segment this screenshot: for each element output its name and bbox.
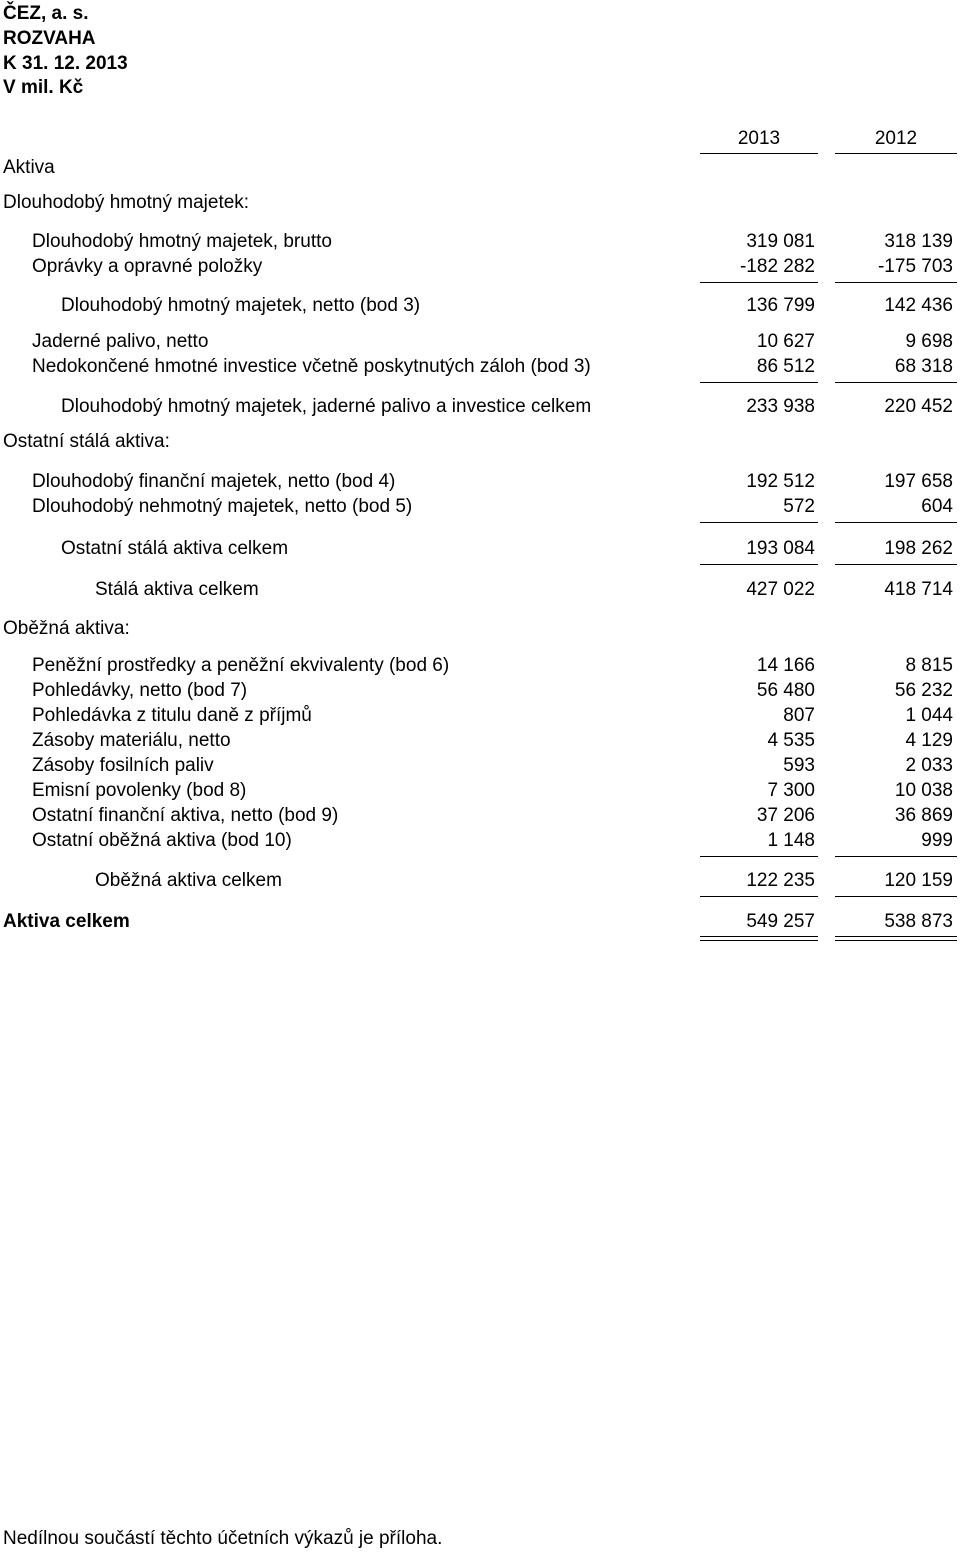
row-label: Dlouhodobý finanční majetek, netto (bod 4) <box>32 471 396 492</box>
subtotal-line <box>835 282 957 283</box>
row-value-2012: 142 436 <box>884 295 953 316</box>
row-value-2012: 120 159 <box>884 870 953 891</box>
row-label: Zásoby materiálu, netto <box>32 730 231 751</box>
row-value-2013: 233 938 <box>746 396 815 417</box>
row-value-2012: 56 232 <box>894 680 953 701</box>
row-value-2012: 418 714 <box>884 579 953 600</box>
row-value-2012: 36 869 <box>894 805 953 826</box>
row-value-2013: 7 300 <box>767 780 815 801</box>
row-value-2013: 193 084 <box>746 538 815 559</box>
row-value-2013: 192 512 <box>746 471 815 492</box>
section-obezna-aktiva: Oběžná aktiva: <box>3 618 130 639</box>
subtotal-line <box>700 896 818 897</box>
company-name: ČEZ, a. s. <box>3 3 89 24</box>
total-double-line <box>700 940 818 941</box>
statement-title: ROZVAHA <box>3 28 96 49</box>
total-double-line <box>700 936 818 937</box>
row-label: Jaderné palivo, netto <box>32 331 209 352</box>
row-label: Oběžná aktiva celkem <box>95 870 282 891</box>
section-dlouhodoby-hmotny: Dlouhodobý hmotný majetek: <box>3 192 250 213</box>
row-value-2012: 8 815 <box>905 655 953 676</box>
subtotal-line <box>835 856 957 857</box>
row-label: Nedokončené hmotné investice včetně poskytnutých záloh (bod 3) <box>32 356 591 377</box>
row-label: Dlouhodobý nehmotný majetek, netto (bod 5) <box>32 496 413 517</box>
row-label: Pohledávka z titulu daně z příjmů <box>32 705 312 726</box>
row-label: Aktiva celkem <box>3 911 130 932</box>
row-value-2012: 9 698 <box>905 331 953 352</box>
row-label: Dlouhodobý hmotný majetek, jaderné palivo a investice celkem <box>61 396 592 417</box>
row-value-2013: 86 512 <box>756 356 815 377</box>
row-value-2013: 4 535 <box>767 730 815 751</box>
row-value-2013: 1 148 <box>767 830 815 851</box>
column-header-2012: 2012 <box>874 128 918 149</box>
row-value-2012: 198 262 <box>884 538 953 559</box>
row-value-2012: 197 658 <box>884 471 953 492</box>
section-aktiva: Aktiva <box>3 157 55 178</box>
subtotal-line <box>700 522 818 523</box>
row-value-2013: 319 081 <box>746 231 815 252</box>
subtotal-line <box>700 282 818 283</box>
row-value-2012: -175 703 <box>877 256 953 277</box>
row-value-2013: 136 799 <box>746 295 815 316</box>
subtotal-line <box>700 856 818 857</box>
subtotal-line <box>700 564 818 565</box>
column-header-underline <box>700 153 818 154</box>
row-value-2013: 427 022 <box>746 579 815 600</box>
row-value-2012: 1 044 <box>905 705 953 726</box>
row-value-2013: 14 166 <box>756 655 815 676</box>
subtotal-line <box>700 382 818 383</box>
row-value-2013: 593 <box>783 755 815 776</box>
row-value-2012: 10 038 <box>894 780 953 801</box>
row-value-2012: 68 318 <box>894 356 953 377</box>
row-value-2013: 37 206 <box>756 805 815 826</box>
row-label: Pohledávky, netto (bod 7) <box>32 680 248 701</box>
row-value-2012: 2 033 <box>905 755 953 776</box>
row-label: Oprávky a opravné položky <box>32 256 263 277</box>
total-double-line <box>835 940 957 941</box>
column-header-2013: 2013 <box>737 128 781 149</box>
row-value-2013: 572 <box>783 496 815 517</box>
footer-note: Nedílnou součástí těchto účetních výkazů je příloha. <box>3 1528 443 1549</box>
column-header-underline <box>835 153 957 154</box>
row-value-2013: 807 <box>783 705 815 726</box>
subtotal-line <box>835 522 957 523</box>
section-ostatni-stala-aktiva: Ostatní stálá aktiva: <box>3 431 170 452</box>
row-value-2012: 4 129 <box>905 730 953 751</box>
row-value-2012: 999 <box>921 830 953 851</box>
subtotal-line <box>835 564 957 565</box>
statement-unit: V mil. Kč <box>3 77 84 98</box>
row-value-2012: 538 873 <box>884 911 953 932</box>
row-value-2012: 318 139 <box>884 231 953 252</box>
row-label: Dlouhodobý hmotný majetek, netto (bod 3) <box>61 295 421 316</box>
row-value-2013: 10 627 <box>756 331 815 352</box>
subtotal-line <box>835 382 957 383</box>
row-value-2013: 56 480 <box>756 680 815 701</box>
row-value-2012: 220 452 <box>884 396 953 417</box>
row-label: Zásoby fosilních paliv <box>32 755 214 776</box>
row-label: Emisní povolenky (bod 8) <box>32 780 247 801</box>
total-double-line <box>835 936 957 937</box>
row-label: Ostatní stálá aktiva celkem <box>61 538 289 559</box>
row-value-2013: 122 235 <box>746 870 815 891</box>
row-label: Ostatní finanční aktiva, netto (bod 9) <box>32 805 339 826</box>
row-label: Peněžní prostředky a peněžní ekvivalenty (bod 6) <box>32 655 450 676</box>
row-value-2012: 604 <box>921 496 953 517</box>
statement-date: K 31. 12. 2013 <box>3 53 128 74</box>
subtotal-line <box>835 896 957 897</box>
row-label: Ostatní oběžná aktiva (bod 10) <box>32 830 292 851</box>
row-label: Stálá aktiva celkem <box>95 579 259 600</box>
row-value-2013: -182 282 <box>739 256 815 277</box>
row-value-2013: 549 257 <box>746 911 815 932</box>
row-label: Dlouhodobý hmotný majetek, brutto <box>32 231 332 252</box>
